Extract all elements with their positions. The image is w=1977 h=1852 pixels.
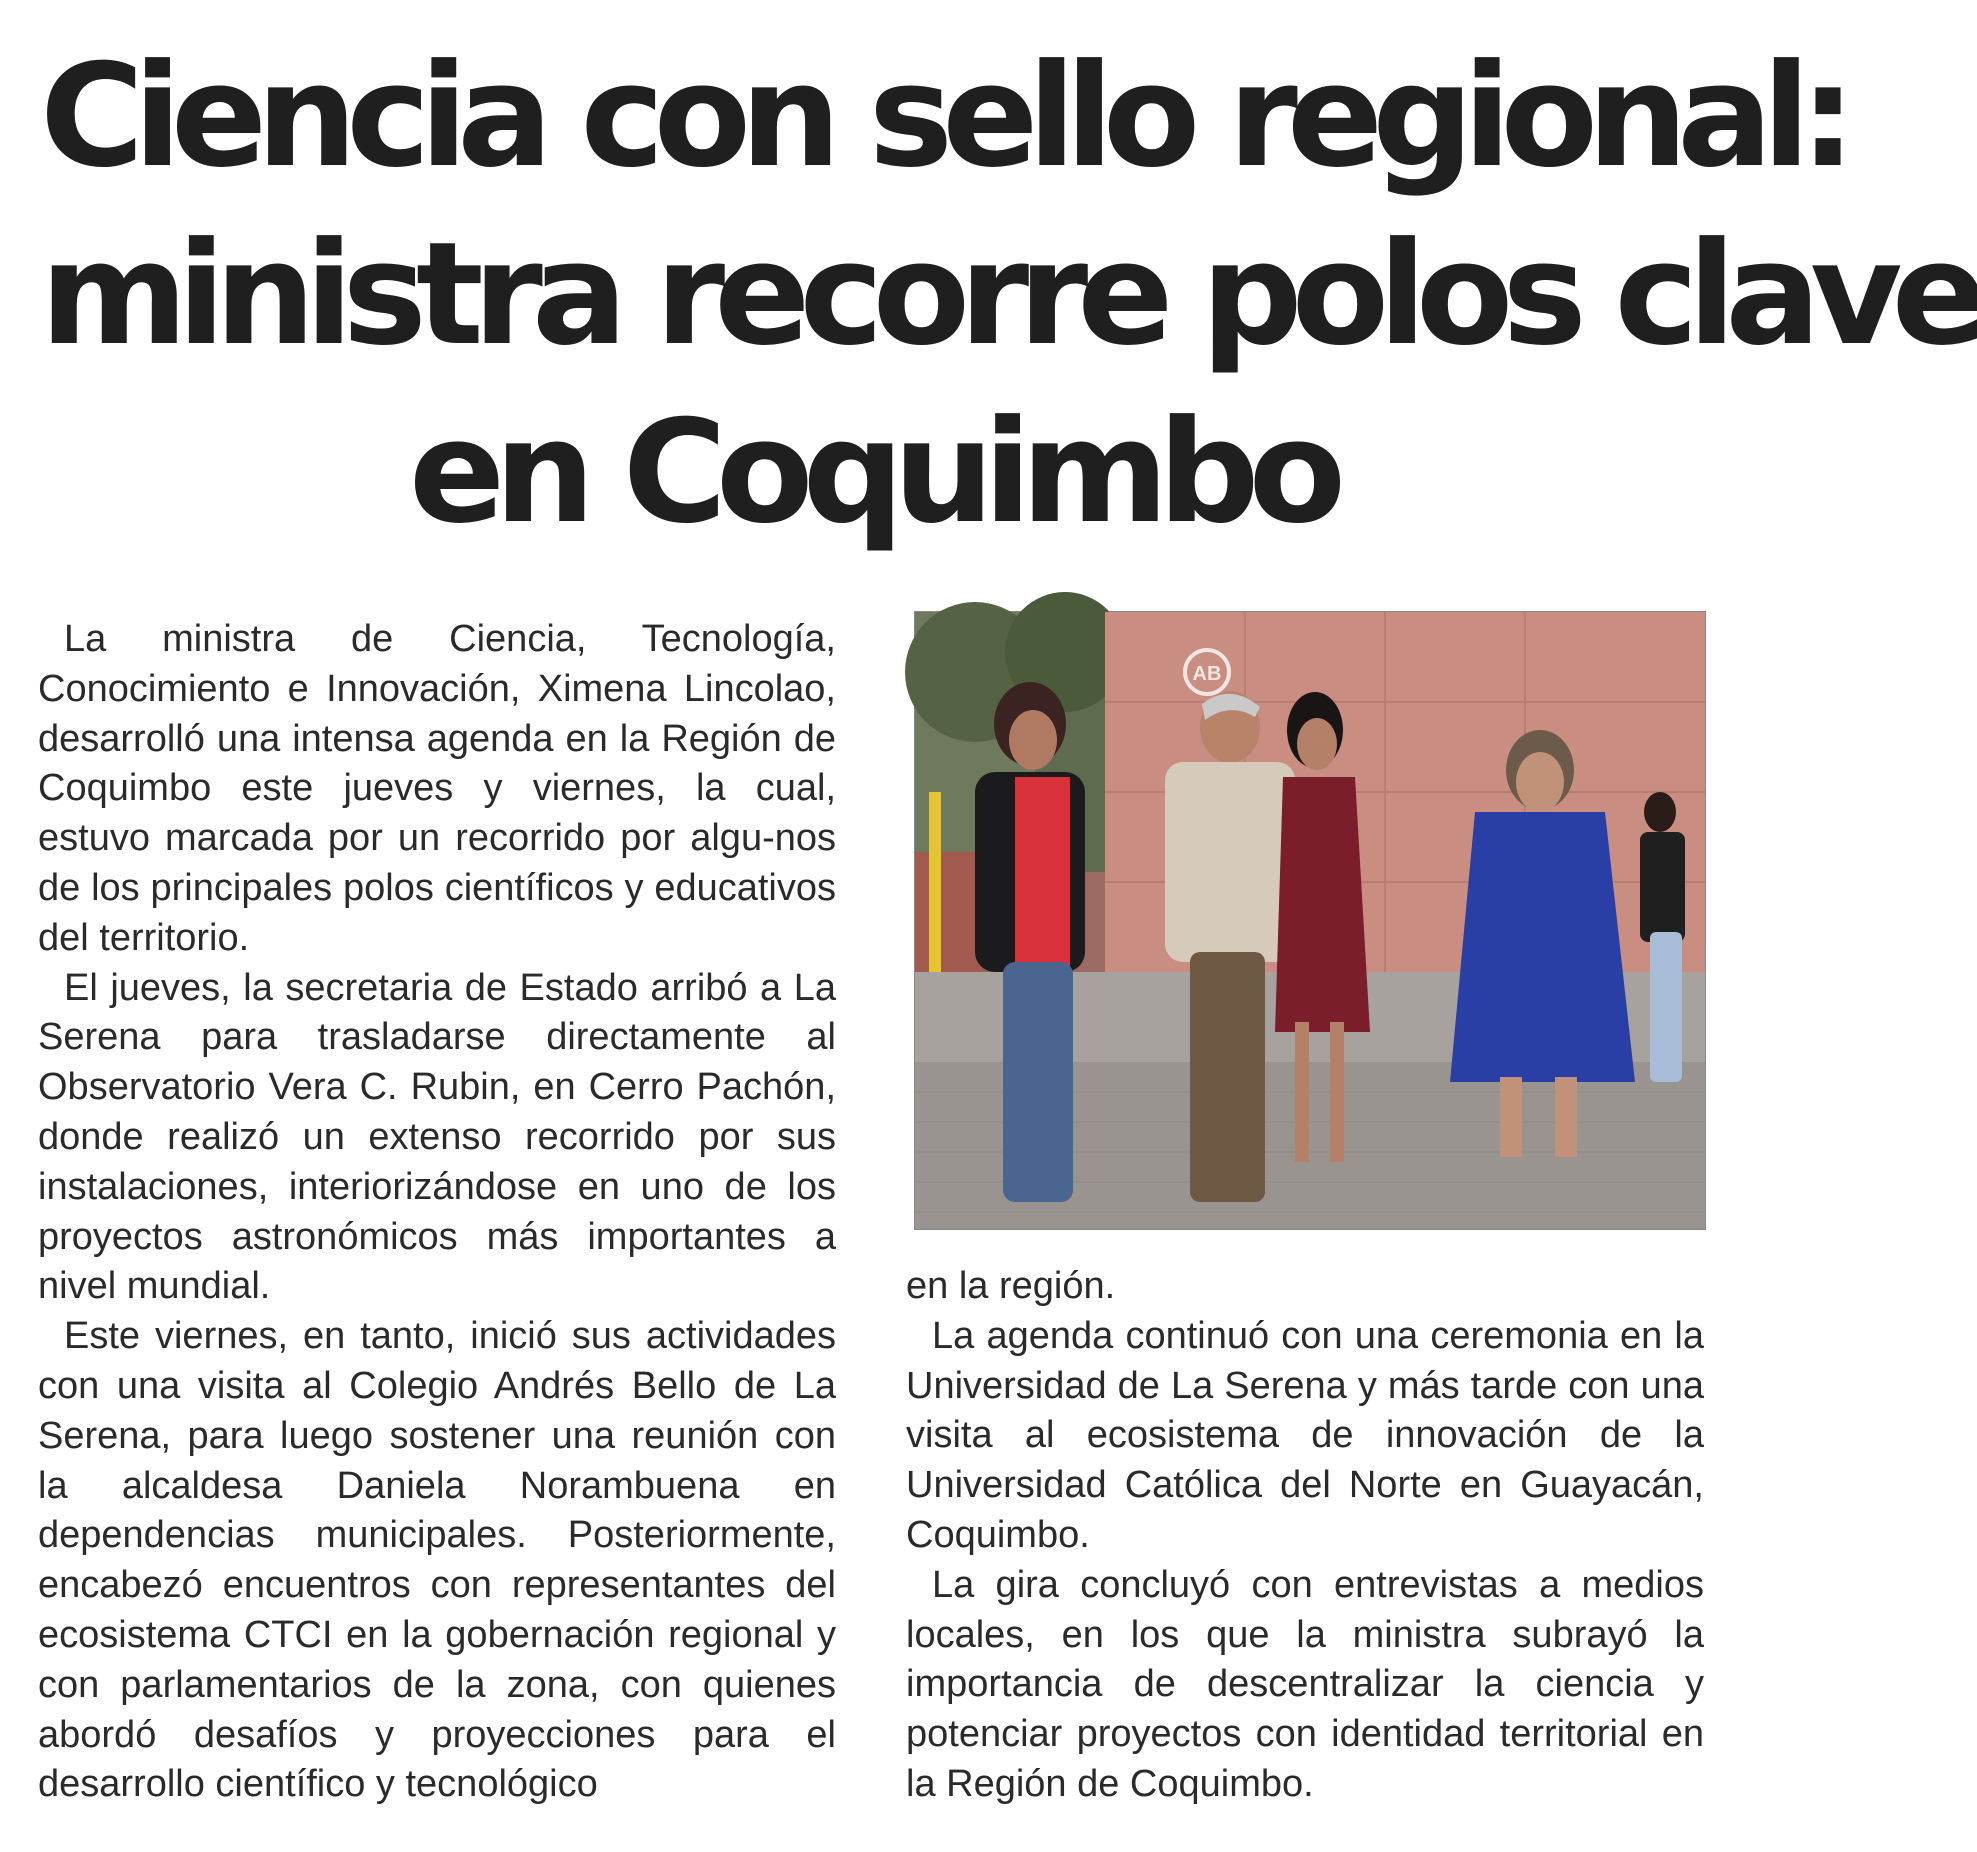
wall-logo-text: AB	[1192, 663, 1222, 685]
paragraph-4: La agenda continuó con una ceremonia en la Universidad de La Serena y más tarde con una visita al ecosistema de innovación de la Universidad Católica del Norte en Guayacán, Coquimbo.	[906, 1314, 1704, 1556]
paragraph-2: El jueves, la secretaria de Estado arribó a La Serena para trasladarse directamente al Observatorio Vera C. Rubin, en Cerro Pachón, donde realizó un extenso recorrido por sus instalaciones, interiorizándose en uno de los proyectos astronómicos más importantes a nivel mundial.	[38, 966, 836, 1308]
paragraph-5: La gira concluyó con entrevistas a medios locales, en los que la ministra subrayó la importancia de descentralizar la ciencia y potenciar proyectos con identidad territorial en la Región de Coquimbo.	[906, 1563, 1704, 1805]
article-column-right	[906, 1262, 1704, 1810]
paragraph-3: Este viernes, en tanto, inició sus actividades con una visita al Colegio Andrés Bello de La Serena, para luego sostener una reunión con la alcaldesa Daniela Norambuena en dependencias municipales. Posteriormente, encabezó encuentros con representantes del ecosistema CTCI en la gobernación regional y con parlamentarios de la zona, con quienes abordó desafíos y proyecciones para el desarrollo científico y tecnológico	[38, 1315, 836, 1806]
article-photo	[914, 611, 1706, 1230]
photo-scene	[915, 612, 1705, 1229]
paragraph-3-continued: en la región.	[906, 1265, 1116, 1307]
headline-line-1: Ciencia con sello regional:	[40, 34, 1846, 199]
paragraph-1: La ministra de Ciencia, Tecnología, Conocimiento e Innovación, Ximena Lincolao, desarrolló una intensa agenda en la Región de Coquimbo este jueves y viernes, la cual, estuvo marcada por un recorrido por algu-nos de los principales polos científicos y educativos del territorio.	[38, 618, 836, 959]
headline-line-3: en Coquimbo	[408, 390, 1336, 555]
headline-line-2: ministra recorre polos clave	[40, 212, 1977, 377]
headline	[40, 28, 1977, 562]
article-column-left	[38, 615, 836, 1810]
